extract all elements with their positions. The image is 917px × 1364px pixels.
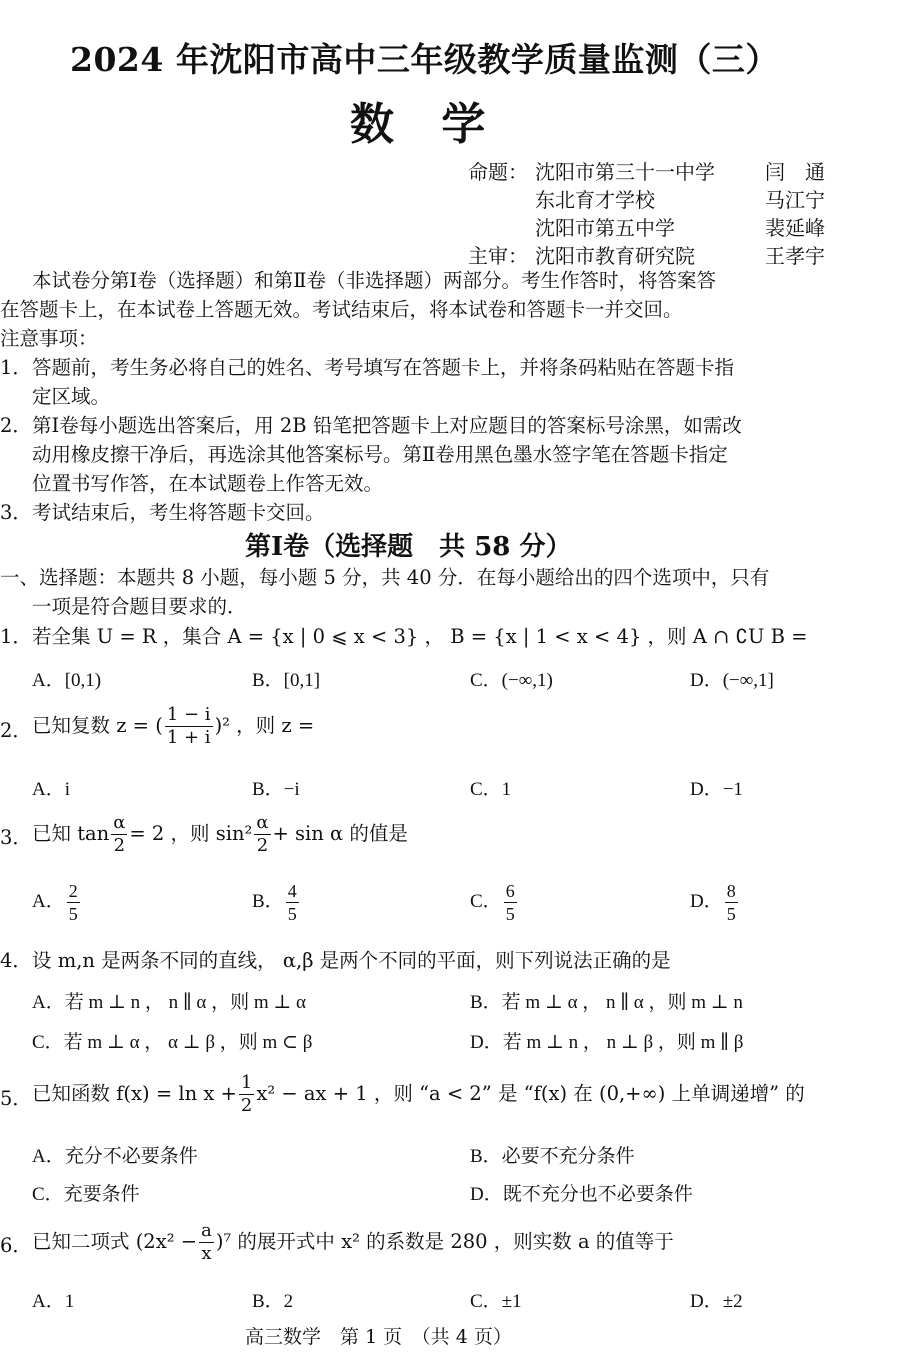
stem-text: 已知二项式 (2x² − <box>32 1230 198 1253</box>
note-line: 位置书写作答，在本试题卷上作答无效。 <box>32 472 384 495</box>
author-name: 马江宁 <box>765 188 825 212</box>
question-stem <box>32 1220 674 1265</box>
stem-text: )⁷ 的展开式中 x² 的系数是 280 ，则实数 a 的值等于 <box>215 1230 674 1253</box>
reviewer-name: 王孝宇 <box>765 244 825 268</box>
option-c: C．1 <box>470 779 512 800</box>
option-a <box>32 880 82 925</box>
fraction-denominator: 2 <box>256 835 269 856</box>
page-footer: 高三数学 第 1 页 （共 4 页） <box>245 1326 512 1348</box>
question-number: 4． <box>0 949 32 972</box>
note-line: 答题前，考生务必将自己的姓名、考号填写在答题卡上，并将条码粘贴在答题卡指 <box>32 356 735 379</box>
intro-line: 在答题卡上，在本试卷上答题无效。考试结束后，将本试卷和答题卡一并交回。 <box>0 298 683 321</box>
note-number: 1． <box>0 356 32 379</box>
reviewer-school: 沈阳市教育研究院 <box>535 244 695 268</box>
question-number: 5． <box>0 1087 32 1110</box>
stem-text: + sin α 的值是 <box>272 822 408 845</box>
fraction <box>199 1220 214 1265</box>
author-school: 沈阳市第五中学 <box>535 216 675 240</box>
option-d: D．若 m ⊥ n ， n ⊥ β ，则 m ∥ β <box>470 1032 744 1053</box>
option-a: A．充分不必要条件 <box>32 1146 198 1167</box>
fraction-denominator: 1 + i <box>166 727 211 748</box>
fraction <box>725 880 738 925</box>
option-c: C．充要条件 <box>32 1184 140 1205</box>
option-b: B．若 m ⊥ α ， n ∥ α ，则 m ⊥ n <box>470 992 743 1013</box>
fraction <box>504 880 517 925</box>
stem-text: 已知复数 z = ( <box>32 714 163 737</box>
option-d: D．±2 <box>690 1291 743 1312</box>
fraction-numerator: α <box>113 812 126 833</box>
author-name: 裴延峰 <box>765 216 825 240</box>
note-line: 定区域。 <box>32 385 111 408</box>
fraction-denominator: 2 <box>113 835 126 856</box>
question-number: 1． <box>0 625 32 648</box>
author-role: 命题： <box>468 160 528 184</box>
section-instruction: 一项是符合题目要求的． <box>32 595 247 618</box>
fraction <box>286 880 299 925</box>
reviewer-role: 主审： <box>468 244 528 268</box>
fraction-numerator: 1 − i <box>166 704 211 725</box>
question-stem <box>32 1072 805 1117</box>
fraction-denominator: 5 <box>505 904 515 924</box>
note-number: 3． <box>0 501 32 524</box>
fraction-denominator: 5 <box>726 904 736 924</box>
option-b: B．必要不充分条件 <box>470 1146 635 1167</box>
question-stem: 设 m,n 是两条不同的直线， α,β 是两个不同的平面，则下列说法正确的是 <box>32 949 671 972</box>
option-label: D． <box>690 890 723 912</box>
note-line: 考试结束后，考生将答题卡交回。 <box>32 501 325 524</box>
fraction-numerator: 1 <box>240 1072 253 1093</box>
fraction <box>111 812 127 857</box>
section-title: 第Ⅰ卷（选择题 共 58 分） <box>245 532 572 562</box>
fraction-numerator: 8 <box>726 881 736 901</box>
question-stem: 若全集 U = R ，集合 A = {x | 0 ⩽ x < 3} ， B = {x | 1 < x < 4} ，则 A ∩ ∁U B = <box>32 625 808 648</box>
option-c: C．±1 <box>470 1291 522 1312</box>
option-a: A．[0,1) <box>32 670 102 691</box>
author-school: 沈阳市第三十一中学 <box>535 160 715 184</box>
question-stem <box>32 812 408 857</box>
fraction <box>165 704 213 749</box>
fraction-denominator: 5 <box>68 904 78 924</box>
stem-text: 已知 tan <box>32 822 110 845</box>
option-label: C． <box>470 890 502 912</box>
option-b <box>252 880 301 925</box>
option-b: B．[0,1] <box>252 670 321 691</box>
option-d: D．既不充分也不必要条件 <box>470 1184 693 1205</box>
fraction-numerator: 2 <box>68 881 78 901</box>
notice-title: 注意事项： <box>0 327 98 350</box>
fraction-numerator: a <box>201 1220 212 1241</box>
author-school: 东北育才学校 <box>535 188 655 212</box>
option-c: C．若 m ⊥ α ， α ⊥ β ，则 m ⊂ β <box>32 1032 313 1053</box>
fraction <box>254 812 270 857</box>
question-number: 3． <box>0 826 32 849</box>
stem-text: 已知函数 f(x) = ln x + <box>32 1082 237 1105</box>
option-c: C．(−∞,1) <box>470 670 553 691</box>
option-a: A．i <box>32 779 71 800</box>
stem-text: = 2 ，则 sin² <box>129 822 253 845</box>
fraction-numerator: α <box>256 812 269 833</box>
exam-title: 2024 年沈阳市高中三年级教学质量监测（三） <box>70 40 779 79</box>
question-number: 6． <box>0 1234 32 1257</box>
note-line: 动用橡皮擦干净后，再选涂其他答案标号。第Ⅱ卷用黑色墨水签字笔在答题卡指定 <box>32 443 728 466</box>
fraction-denominator: 2 <box>240 1095 253 1116</box>
fraction <box>67 880 80 925</box>
stem-text: x² − ax + 1 ，则 “a < 2” 是 “f(x) 在 (0,+∞) 上单调递增” 的 <box>256 1082 805 1105</box>
fraction-numerator: 6 <box>505 881 515 901</box>
stem-text: )² ，则 z = <box>214 714 315 737</box>
option-d: D．−1 <box>690 779 743 800</box>
option-a: A．若 m ⊥ n ， n ∥ α ，则 m ⊥ α <box>32 992 306 1013</box>
option-a: A．1 <box>32 1291 75 1312</box>
fraction <box>239 1072 254 1117</box>
option-d <box>690 880 740 925</box>
fraction-denominator: x <box>201 1243 212 1264</box>
subject-title: 数 学 <box>350 99 502 150</box>
intro-line: 本试卷分第Ⅰ卷（选择题）和第Ⅱ卷（非选择题）两部分。考生作答时，将答案答 <box>32 269 716 292</box>
question-number: 2． <box>0 719 32 742</box>
note-number: 2． <box>0 414 32 437</box>
option-label: A． <box>32 890 65 912</box>
fraction-denominator: 5 <box>287 904 297 924</box>
option-d: D．(−∞,1] <box>690 670 774 691</box>
option-b: B．2 <box>252 1291 294 1312</box>
question-stem <box>32 704 314 749</box>
option-b: B．−i <box>252 779 300 800</box>
author-name: 闫 通 <box>765 160 825 184</box>
fraction-numerator: 4 <box>287 881 297 901</box>
option-label: B． <box>252 890 284 912</box>
section-instruction: 一、选择题：本题共 8 小题，每小题 5 分，共 40 分．在每小题给出的四个选项中，只有 <box>0 566 770 589</box>
option-c <box>470 880 519 925</box>
note-line: 第Ⅰ卷每小题选出答案后，用 2B 铅笔把答题卡上对应题目的答案标号涂黑，如需改 <box>32 414 742 437</box>
